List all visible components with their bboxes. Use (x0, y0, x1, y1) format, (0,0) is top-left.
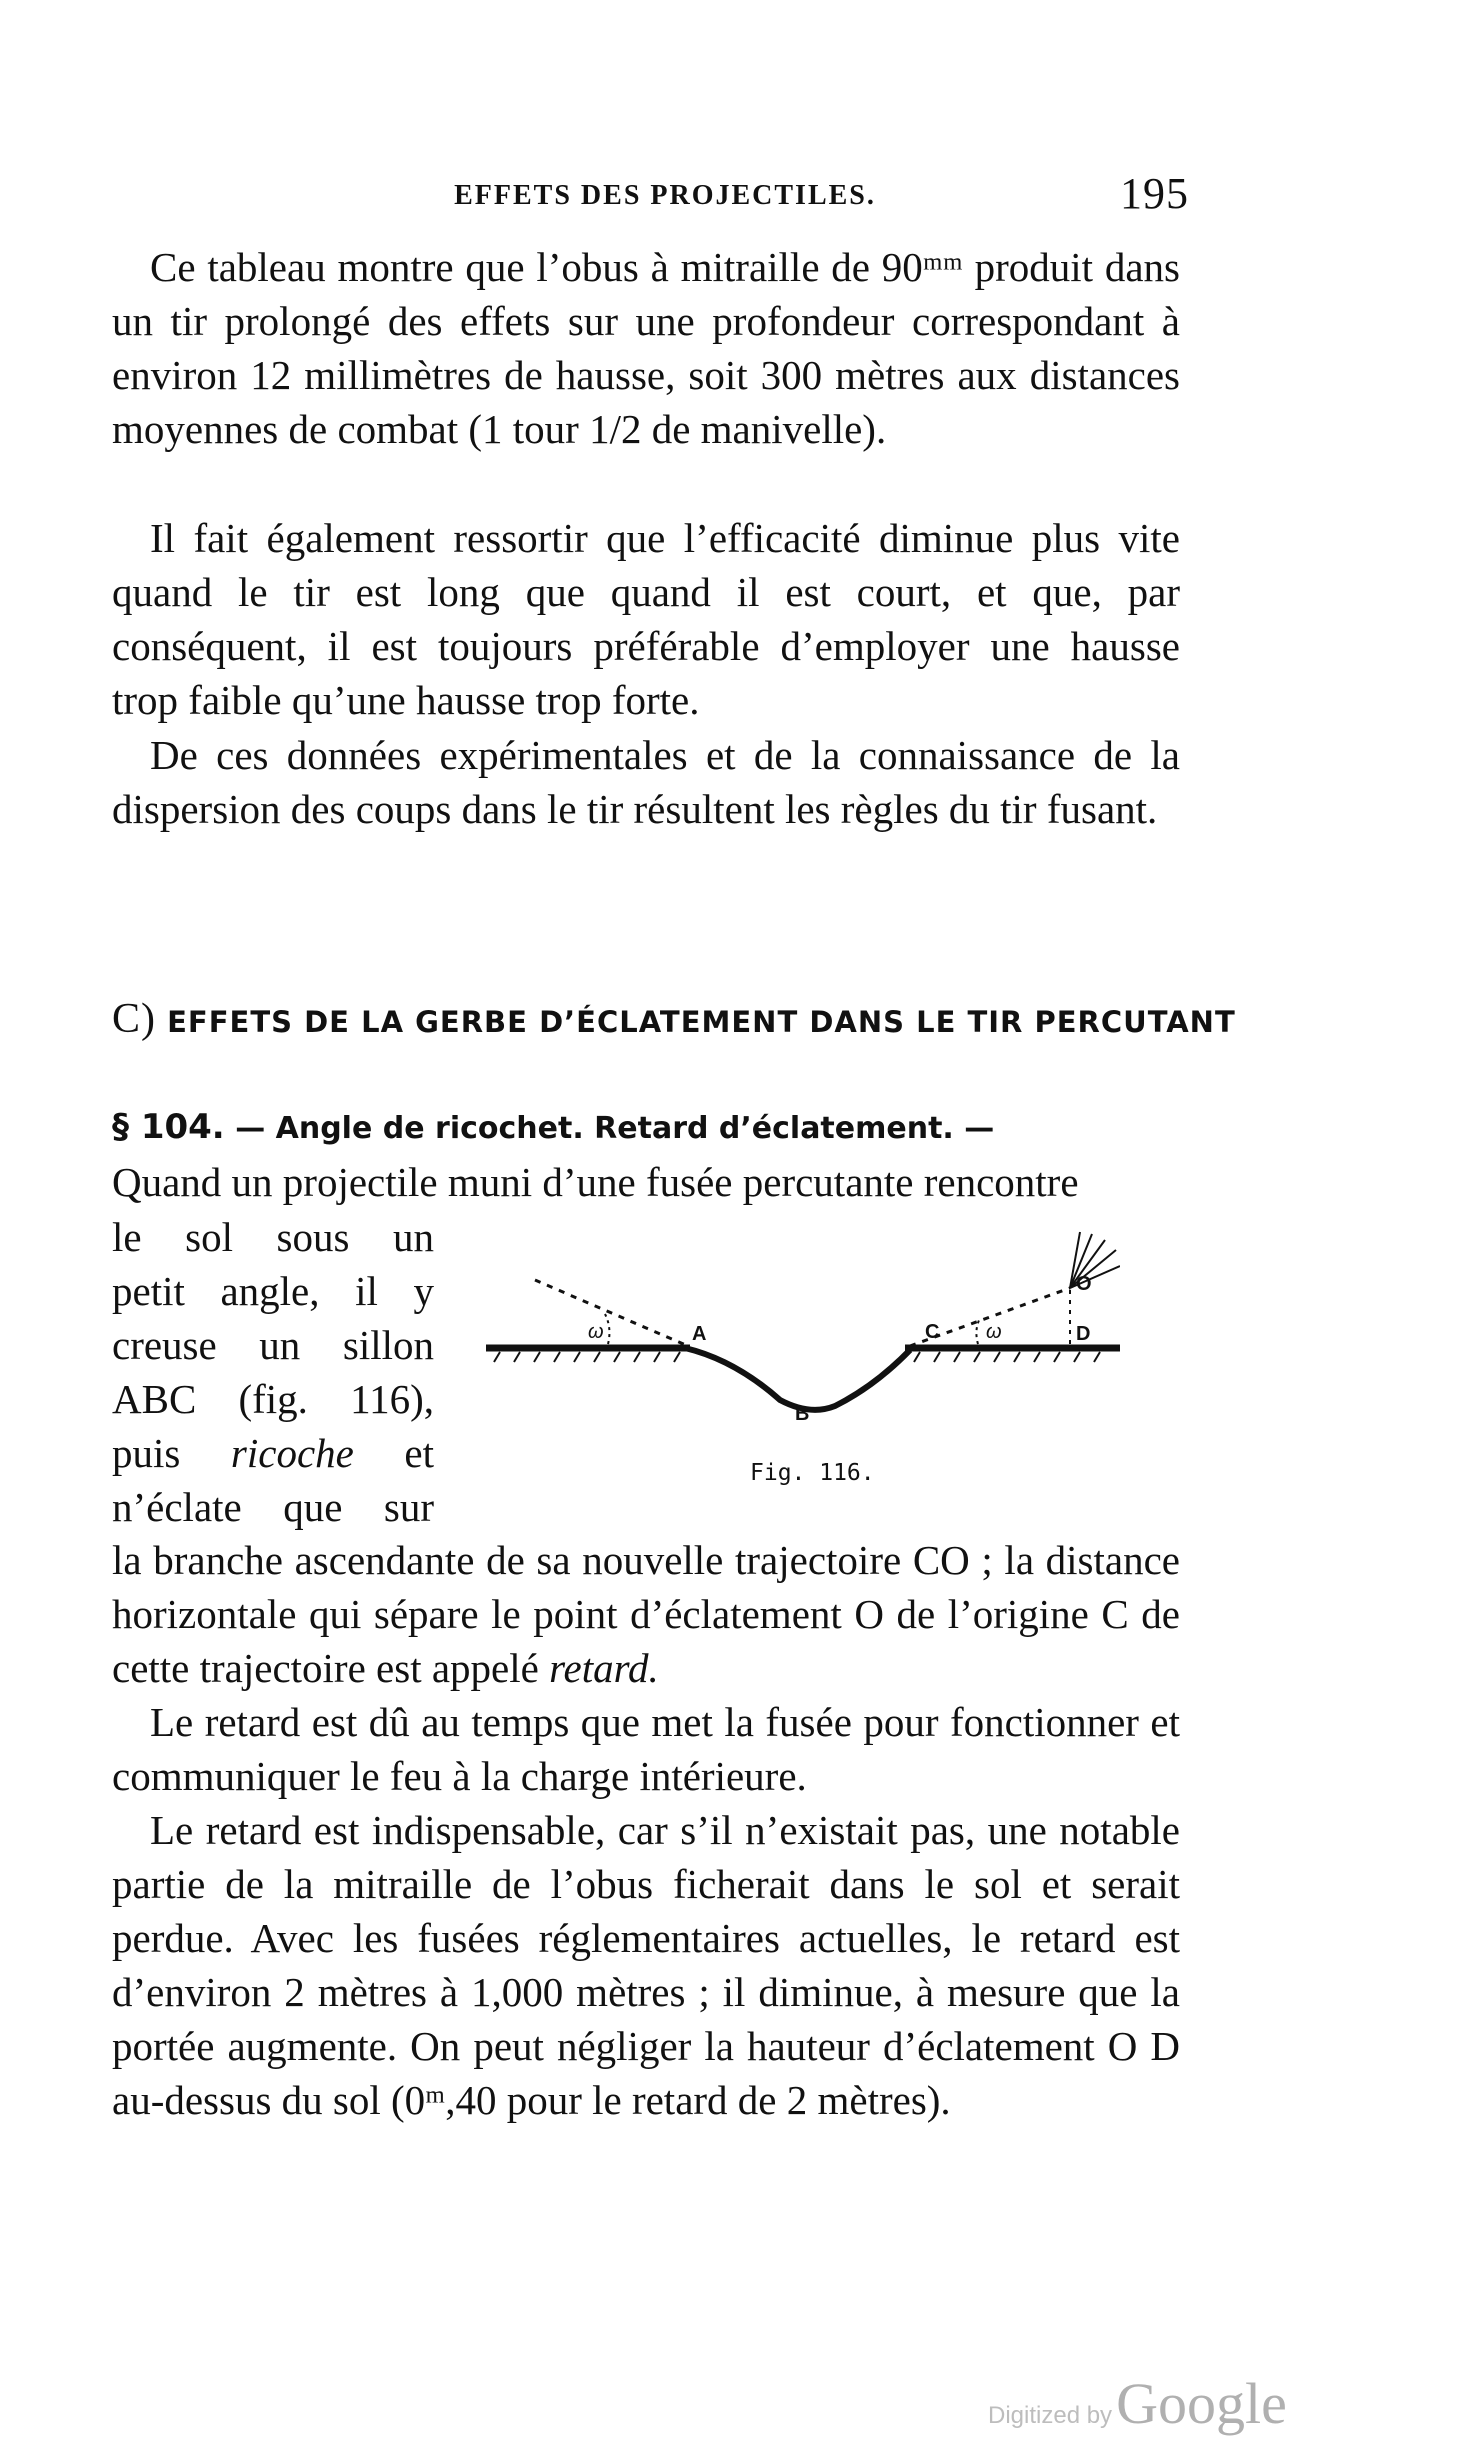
section-letter: C) (112, 996, 156, 1042)
label-b: B (795, 1403, 810, 1425)
label-omega-right: ω (986, 1321, 1002, 1343)
paragraph-5-text: Le retard est dû au temps que met la fusée pour fonctionner et communiquer le feu à la charge intérieure. (112, 1699, 1180, 1799)
paragraph-3 (112, 728, 1180, 836)
label-a: A (692, 1323, 707, 1345)
word: le (112, 1214, 142, 1260)
ground-hatching (494, 1352, 1100, 1362)
google-watermark (988, 2370, 1287, 2437)
word: un (392, 1214, 434, 1260)
figure-caption: Fig. 116. (750, 1460, 875, 1486)
word-ricoche: ricoche (230, 1430, 354, 1476)
word: que (283, 1484, 343, 1530)
word: puis (112, 1430, 181, 1476)
paragraph-1 (112, 240, 1180, 456)
paragraph-4: la branche ascendante de sa nouvelle trajectoire CO ; la distance horizontale qui sépare le point d’éclatement O de l’origine C de cette trajectoire est appelé retard. (112, 1537, 1180, 1691)
omega-arc-right (976, 1318, 980, 1344)
word: sous (276, 1214, 350, 1260)
label-d: D (1076, 1323, 1091, 1345)
word: 116), (350, 1376, 434, 1422)
label-o: O (1076, 1273, 1092, 1295)
google-logo: Google (1116, 2371, 1287, 2436)
paragraph-5 (112, 1695, 1180, 1803)
paragraph-2 (112, 511, 1180, 727)
label-omega-left: ω (588, 1321, 604, 1343)
paragraph-6 (112, 1803, 1180, 2127)
wrap-row (112, 1210, 434, 1264)
word: sur (383, 1484, 434, 1530)
word: il (355, 1268, 378, 1314)
paragraph-number: § 104. (112, 1107, 225, 1147)
paragraph-2-text: Il fait également ressortir que l’efficacité diminue plus vite quand le tir est long que quand il est court, et que, par conséquent, il est toujours préférable d’employer une hausse trop faible qu’une hausse trop forte. (112, 515, 1180, 723)
watermark-prefix: Digitized by (988, 2402, 1113, 2429)
page-number: 195 (1120, 169, 1189, 218)
word: (fig. (238, 1376, 308, 1422)
wrap-row (112, 1480, 434, 1534)
wrap-row (112, 1372, 434, 1426)
paragraph-title: — Angle de ricochet. Retard d’éclatement. — (235, 1111, 995, 1146)
wrap-row (112, 1264, 434, 1318)
section-heading (112, 995, 1236, 1043)
word: sillon (342, 1322, 434, 1368)
word: creuse (112, 1322, 217, 1368)
term-retard: retard. (549, 1645, 659, 1691)
lead-line: Quand un projectile muni d’une fusée percutante rencontre (112, 1159, 1079, 1205)
wrapped-text-column (112, 1210, 434, 1534)
incoming-trajectory (535, 1280, 688, 1346)
paragraph-1-text: Ce tableau montre que l’obus à mitraille de 90ᵐᵐ produit dans un tir prolongé des effets sur une profondeur correspondant à environ 12 millimètres de hausse, soit 300 mètres aux distances moyennes de combat (1 tour 1/2 de manivelle). (112, 244, 1180, 452)
wrap-row (112, 1426, 434, 1480)
wrap-row (112, 1318, 434, 1372)
furrow-abc (685, 1348, 910, 1410)
running-head: EFFETS DES PROJECTILES. (454, 180, 876, 211)
word: et (404, 1430, 434, 1476)
label-c: C (925, 1321, 940, 1343)
word: y (413, 1268, 434, 1314)
paragraph-6-text: Le retard est indispensable, car s’il n’existait pas, une notable partie de la mitraille de l’obus ficherait dans le sol et serait perdue. Avec les fusées réglementaires actuelles, le retard est d’environ 2 mètres à 1,000 mètres ; il diminue, à mesure que la portée augmente. On peut négliger la hauteur d’éclatement O D au-dessus du sol (0ᵐ,40 pour le retard de 2 mètres). (112, 1807, 1180, 2123)
omega-arc-left (605, 1314, 609, 1344)
word: angle, (220, 1268, 320, 1314)
paragraph-title-line (112, 1100, 1180, 1156)
paragraph-3-text: De ces données expérimentales et de la connaissance de la dispersion des coups dans le tir résultent les règles du tir fusant. (112, 732, 1180, 832)
word: ABC (112, 1376, 197, 1422)
word: un (259, 1322, 301, 1368)
word: sol (185, 1214, 233, 1260)
word: petit (112, 1268, 185, 1314)
word: n’éclate (112, 1484, 242, 1530)
section-heading-text: EFFETS DE LA GERBE D’ÉCLATEMENT DANS LE TIR PERCUTANT (167, 1005, 1236, 1039)
